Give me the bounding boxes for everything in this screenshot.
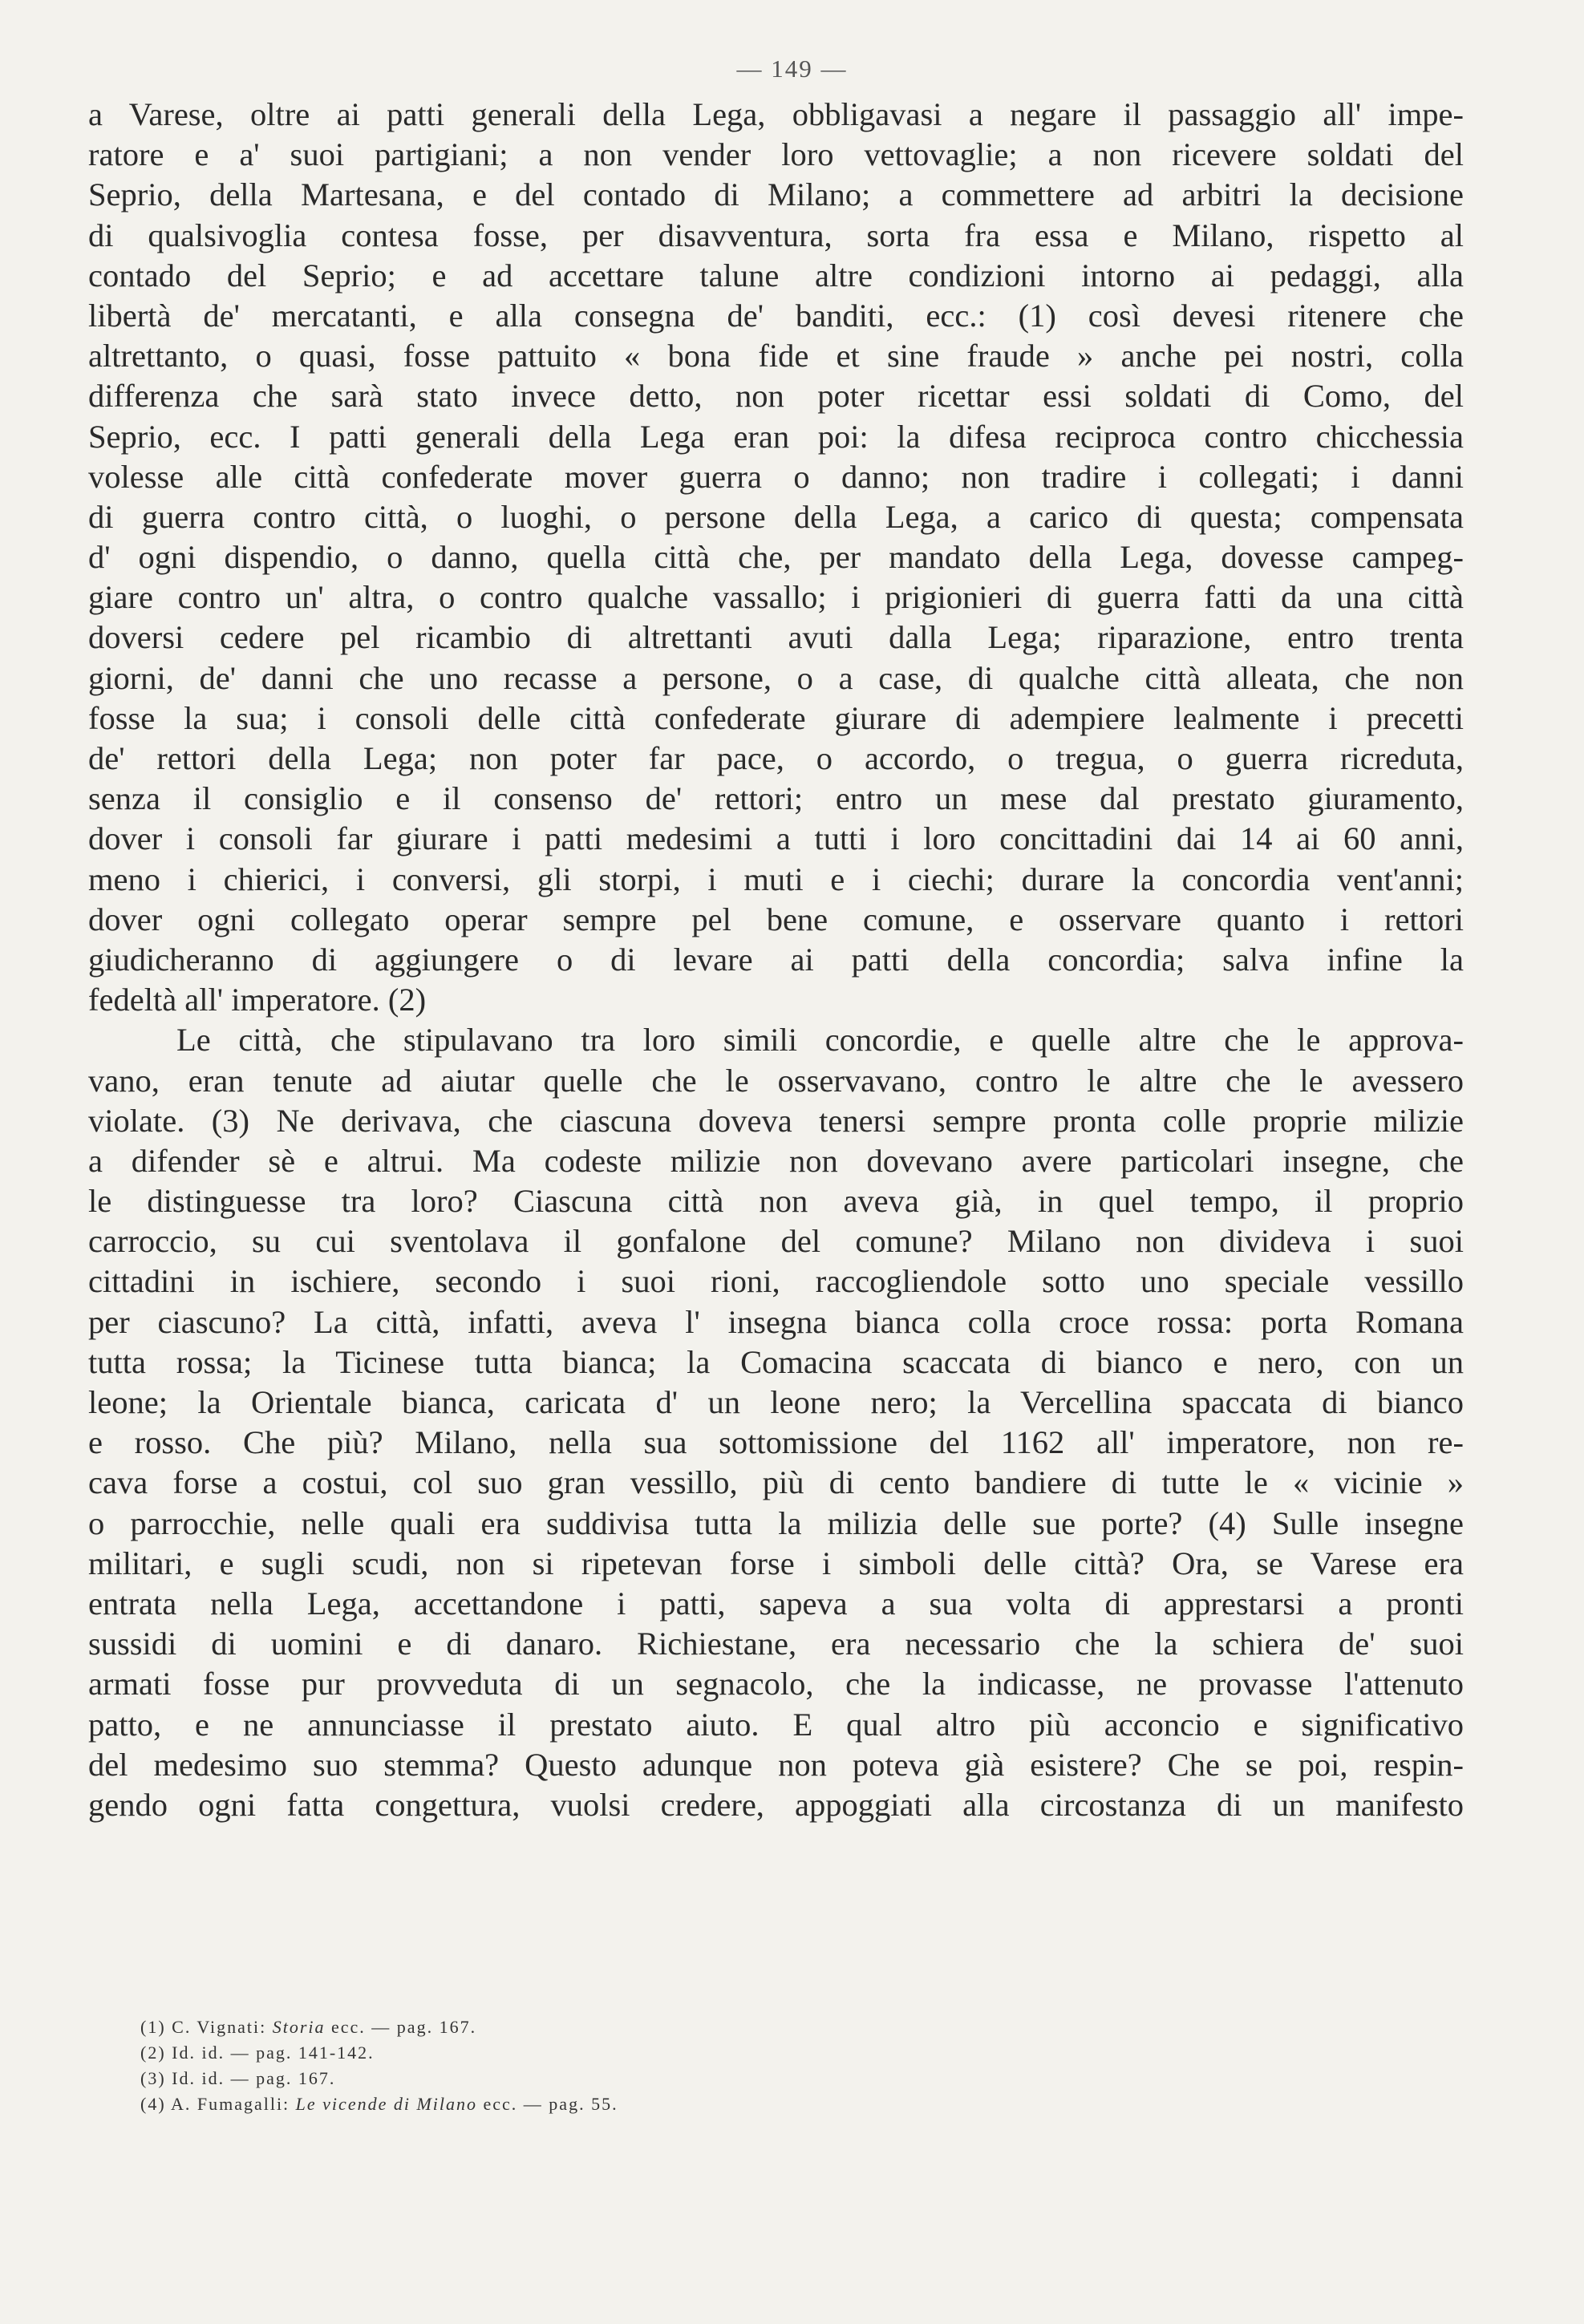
text-line: del medesimo suo stemma? Questo adunque non poteva già esistere? Che se poi, respin-	[88, 1746, 1464, 1783]
footnote	[140, 2066, 1103, 2091]
text-line: contado del Seprio; e ad accettare talune altre condizioni intorno ai pedaggi, alla	[88, 257, 1464, 294]
footnote-title: Le vicende di Milano	[295, 2094, 478, 2114]
footnote	[140, 2091, 1103, 2117]
text-line: de' rettori della Lega; non poter far pace, o accordo, o tregua, o guerra ricreduta,	[88, 740, 1464, 776]
footnotes	[140, 2014, 1103, 2117]
text-line: d' ogni dispendio, o danno, quella città che, per mandato della Lega, dovesse campeg-	[88, 539, 1464, 576]
text-line: dover ogni collegato operar sempre pel bene comune, e osservare quanto i rettori	[88, 901, 1464, 937]
text-line: dover i consoli far giurare i patti medesimi a tutti i loro concittadini dai 14 ai 60 anni,	[88, 820, 1464, 857]
text-line: armati fosse pur provveduta di un segnacolo, che la indicasse, ne provasse l'attenuto	[88, 1666, 1464, 1703]
text-line: cittadini in ischiere, secondo i suoi rioni, raccogliendole sotto uno speciale vessillo	[88, 1263, 1464, 1300]
text-line: giudicheranno di aggiungere o di levare ai patti della concordia; salva infine la	[88, 941, 1464, 978]
footnote-number: (1)	[140, 2017, 166, 2037]
text-line: giare contro un' altra, o contro qualche vassallo; i prigionieri di guerra fatti da una città	[88, 579, 1464, 616]
text-line: vano, eran tenute ad aiutar quelle che le osservavano, contro le altre che le avessero	[88, 1062, 1464, 1099]
text-line: senza il consiglio e il consenso de' rettori; entro un mese dal prestato giuramento,	[88, 780, 1464, 817]
body-text	[88, 95, 1464, 1825]
text-line: Seprio, ecc. I patti generali della Lega eran poi: la difesa reciproca contro chicchessia	[88, 418, 1464, 455]
text-line: differenza che sarà stato invece detto, non poter ricettar essi soldati di Como, del	[88, 378, 1464, 415]
footnote-text: Id. id. — pag. 167.	[172, 2068, 336, 2088]
text-line: le distinguesse tra loro? Ciascuna città non aveva già, in quel tempo, il proprio	[88, 1183, 1464, 1220]
text-line: cava forse a costui, col suo gran vessillo, più di cento bandiere di tutte le « vicinie »	[88, 1464, 1464, 1501]
text-line: carroccio, su cui sventolava il gonfalone del comune? Milano non divideva i suoi	[88, 1223, 1464, 1260]
text-line: tutta rossa; la Ticinese tutta bianca; la Comacina scaccata di bianco e nero, con un	[88, 1343, 1464, 1380]
footnote	[140, 2040, 1103, 2066]
footnote	[140, 2014, 1103, 2040]
text-line: fosse la sua; i consoli delle città confederate giurare di adempiere lealmente i precetti	[88, 699, 1464, 736]
footnote-number: (4)	[140, 2094, 166, 2114]
text-line: per ciascuno? La città, infatti, aveva l' insegna bianca colla croce rossa: porta Romana	[88, 1303, 1464, 1340]
page-number: — 149 —	[736, 55, 848, 83]
text-line: libertà de' mercatanti, e alla consegna de' banditi, ecc.: (1) così devesi ritenere che	[88, 297, 1464, 334]
footnote-title: Storia	[272, 2017, 326, 2037]
text-line: leone; la Orientale bianca, caricata d' un leone nero; la Vercellina spaccata di bianco	[88, 1384, 1464, 1420]
text-line: fedeltà all' imperatore. (2)	[88, 982, 427, 1018]
text-line: a Varese, oltre ai patti generali della Lega, obbligavasi a negare il passaggio all' impe-	[88, 96, 1464, 132]
text-line: Seprio, della Martesana, e del contado di Milano; a commettere ad arbitri la decisione	[88, 176, 1464, 213]
footnote-text: Id. id. — pag. 141-142.	[172, 2043, 375, 2063]
text-line: doversi cedere pel ricambio di altrettanti avuti dalla Lega; riparazione, entro trenta	[88, 619, 1464, 656]
text-line: volesse alle città confederate mover guerra o danno; non tradire i collegati; i danni	[88, 458, 1464, 495]
text-line: Le città, che stipulavano tra loro simili concordie, e quelle altre che le approva-	[176, 1022, 1464, 1059]
text-line: giorni, de' danni che uno recasse a persone, o a case, di qualche città alleata, che non	[88, 659, 1464, 696]
text-line: violate. (3) Ne derivava, che ciascuna doveva tenersi sempre pronta colle proprie milizie	[88, 1102, 1464, 1139]
footnote-number: (2)	[140, 2043, 166, 2063]
text-line: ratore e a' suoi partigiani; a non vender loro vettovaglie; a non ricevere soldati del	[88, 136, 1464, 173]
footnote-text: A. Fumagalli:	[170, 2094, 290, 2114]
text-line: gendo ogni fatta congettura, vuolsi credere, appoggiati alla circostanza di un manifesto	[88, 1786, 1464, 1823]
text-line: patto, e ne annunciasse il prestato aiuto. E qual altro più acconcio e significativo	[88, 1706, 1464, 1743]
text-line: di qualsivoglia contesa fosse, per disavventura, sorta fra essa e Milano, rispetto al	[88, 217, 1464, 253]
text-line: sussidi di uomini e di danaro. Richiestane, era necessario che la schiera de' suoi	[88, 1626, 1464, 1662]
text-line: e rosso. Che più? Milano, nella sua sottomissione del 1162 all' imperatore, non re-	[88, 1424, 1464, 1461]
text-line: entrata nella Lega, accettandone i patti, sapeva a sua volta di apprestarsi a pronti	[88, 1585, 1464, 1622]
text-line: a difender sè e altrui. Ma codeste milizie non dovevano avere particolari insegne, che	[88, 1142, 1464, 1179]
text-line: meno i chierici, i conversi, gli storpi, i muti e i ciechi; durare la concordia vent'anni;	[88, 860, 1464, 897]
footnote-number: (3)	[140, 2068, 166, 2088]
footnote-text: C. Vignati:	[172, 2017, 267, 2037]
text-line: altrettanto, o quasi, fosse pattuito « bona fide et sine fraude » anche pei nostri, colla	[88, 338, 1464, 375]
footnote-text-end: ecc. — pag. 167.	[331, 2017, 477, 2037]
text-line: o parrocchie, nelle quali era suddivisa tutta la milizia delle sue porte? (4) Sulle insegne	[88, 1504, 1464, 1541]
footnote-text-end: ecc. — pag. 55.	[483, 2094, 618, 2114]
text-line: di guerra contro città, o luoghi, o persone della Lega, a carico di questa; compensata	[88, 498, 1464, 535]
text-line: militari, e sugli scudi, non si ripetevan forse i simboli delle città? Ora, se Varese era	[88, 1545, 1464, 1581]
